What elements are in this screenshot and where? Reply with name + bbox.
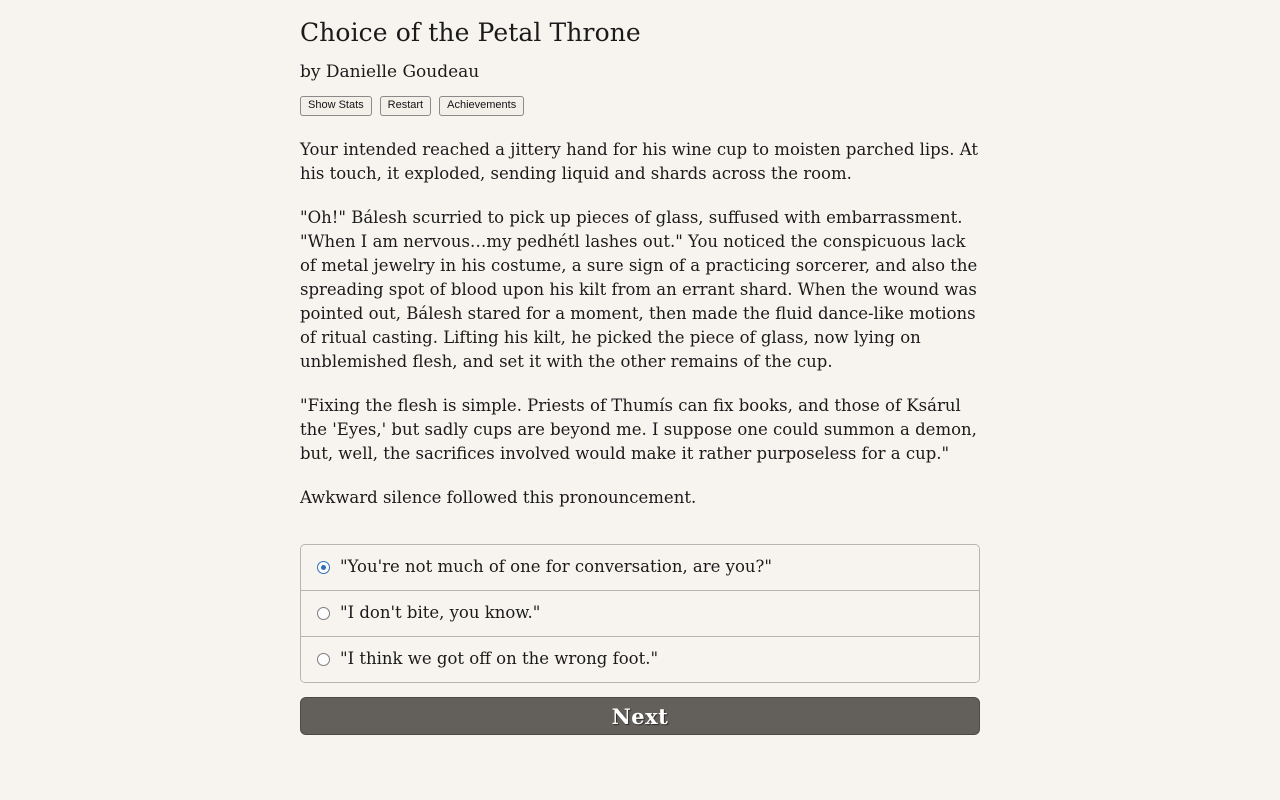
story-paragraph: Your intended reached a jittery hand for his wine cup to moisten parched lips. At his touch, it exploded, sending liquid and shards across the room. [300,140,978,183]
story-paragraph: "Fixing the flesh is simple. Priests of Thumís can fix books, and those of Ksárul the 'Eyes,' but sadly cups are beyond me. I suppose one could summon a demon, but, well, the sacrifices involved would make it rather purposeless for a cup." [300,396,977,463]
next-button[interactable]: Next [300,697,980,735]
choice-list [300,544,980,683]
toolbar [300,96,980,116]
choice-option[interactable] [301,545,979,591]
game-page [300,0,980,735]
story-text [300,138,980,510]
radio-icon[interactable] [317,561,330,574]
show-stats-button[interactable]: Show Stats [300,96,372,116]
story-paragraph: "Oh!" Bálesh scurried to pick up pieces of glass, suffused with embarrassment. "When I am nervous…my pedhétl lashes out." You noticed the conspicuous lack of metal jewelry in his costume, a sure sign of a practicing sorcerer, and also the spreading spot of blood upon his kilt from an errant shard. When the wound was pointed out, Bálesh stared for a moment, then made the fluid dance-like motions of ritual casting. Lifting his kilt, he picked the piece of glass, now lying on unblemished flesh, and set it with the other remains of the cup. [300,208,978,371]
choice-label: "I don't bite, you know." [340,603,541,622]
radio-icon[interactable] [317,653,330,666]
choice-option[interactable] [301,591,979,637]
choice-option[interactable] [301,637,979,682]
restart-button[interactable]: Restart [380,96,431,116]
author-byline: by Danielle Goudeau [300,62,480,82]
page-title: Choice of the Petal Throne [300,18,641,47]
radio-icon[interactable] [317,607,330,620]
achievements-button[interactable]: Achievements [439,96,524,116]
story-paragraph: Awkward silence followed this pronouncement. [300,488,697,507]
choice-label: "You're not much of one for conversation, are you?" [340,557,772,576]
choice-label: "I think we got off on the wrong foot." [340,649,659,668]
